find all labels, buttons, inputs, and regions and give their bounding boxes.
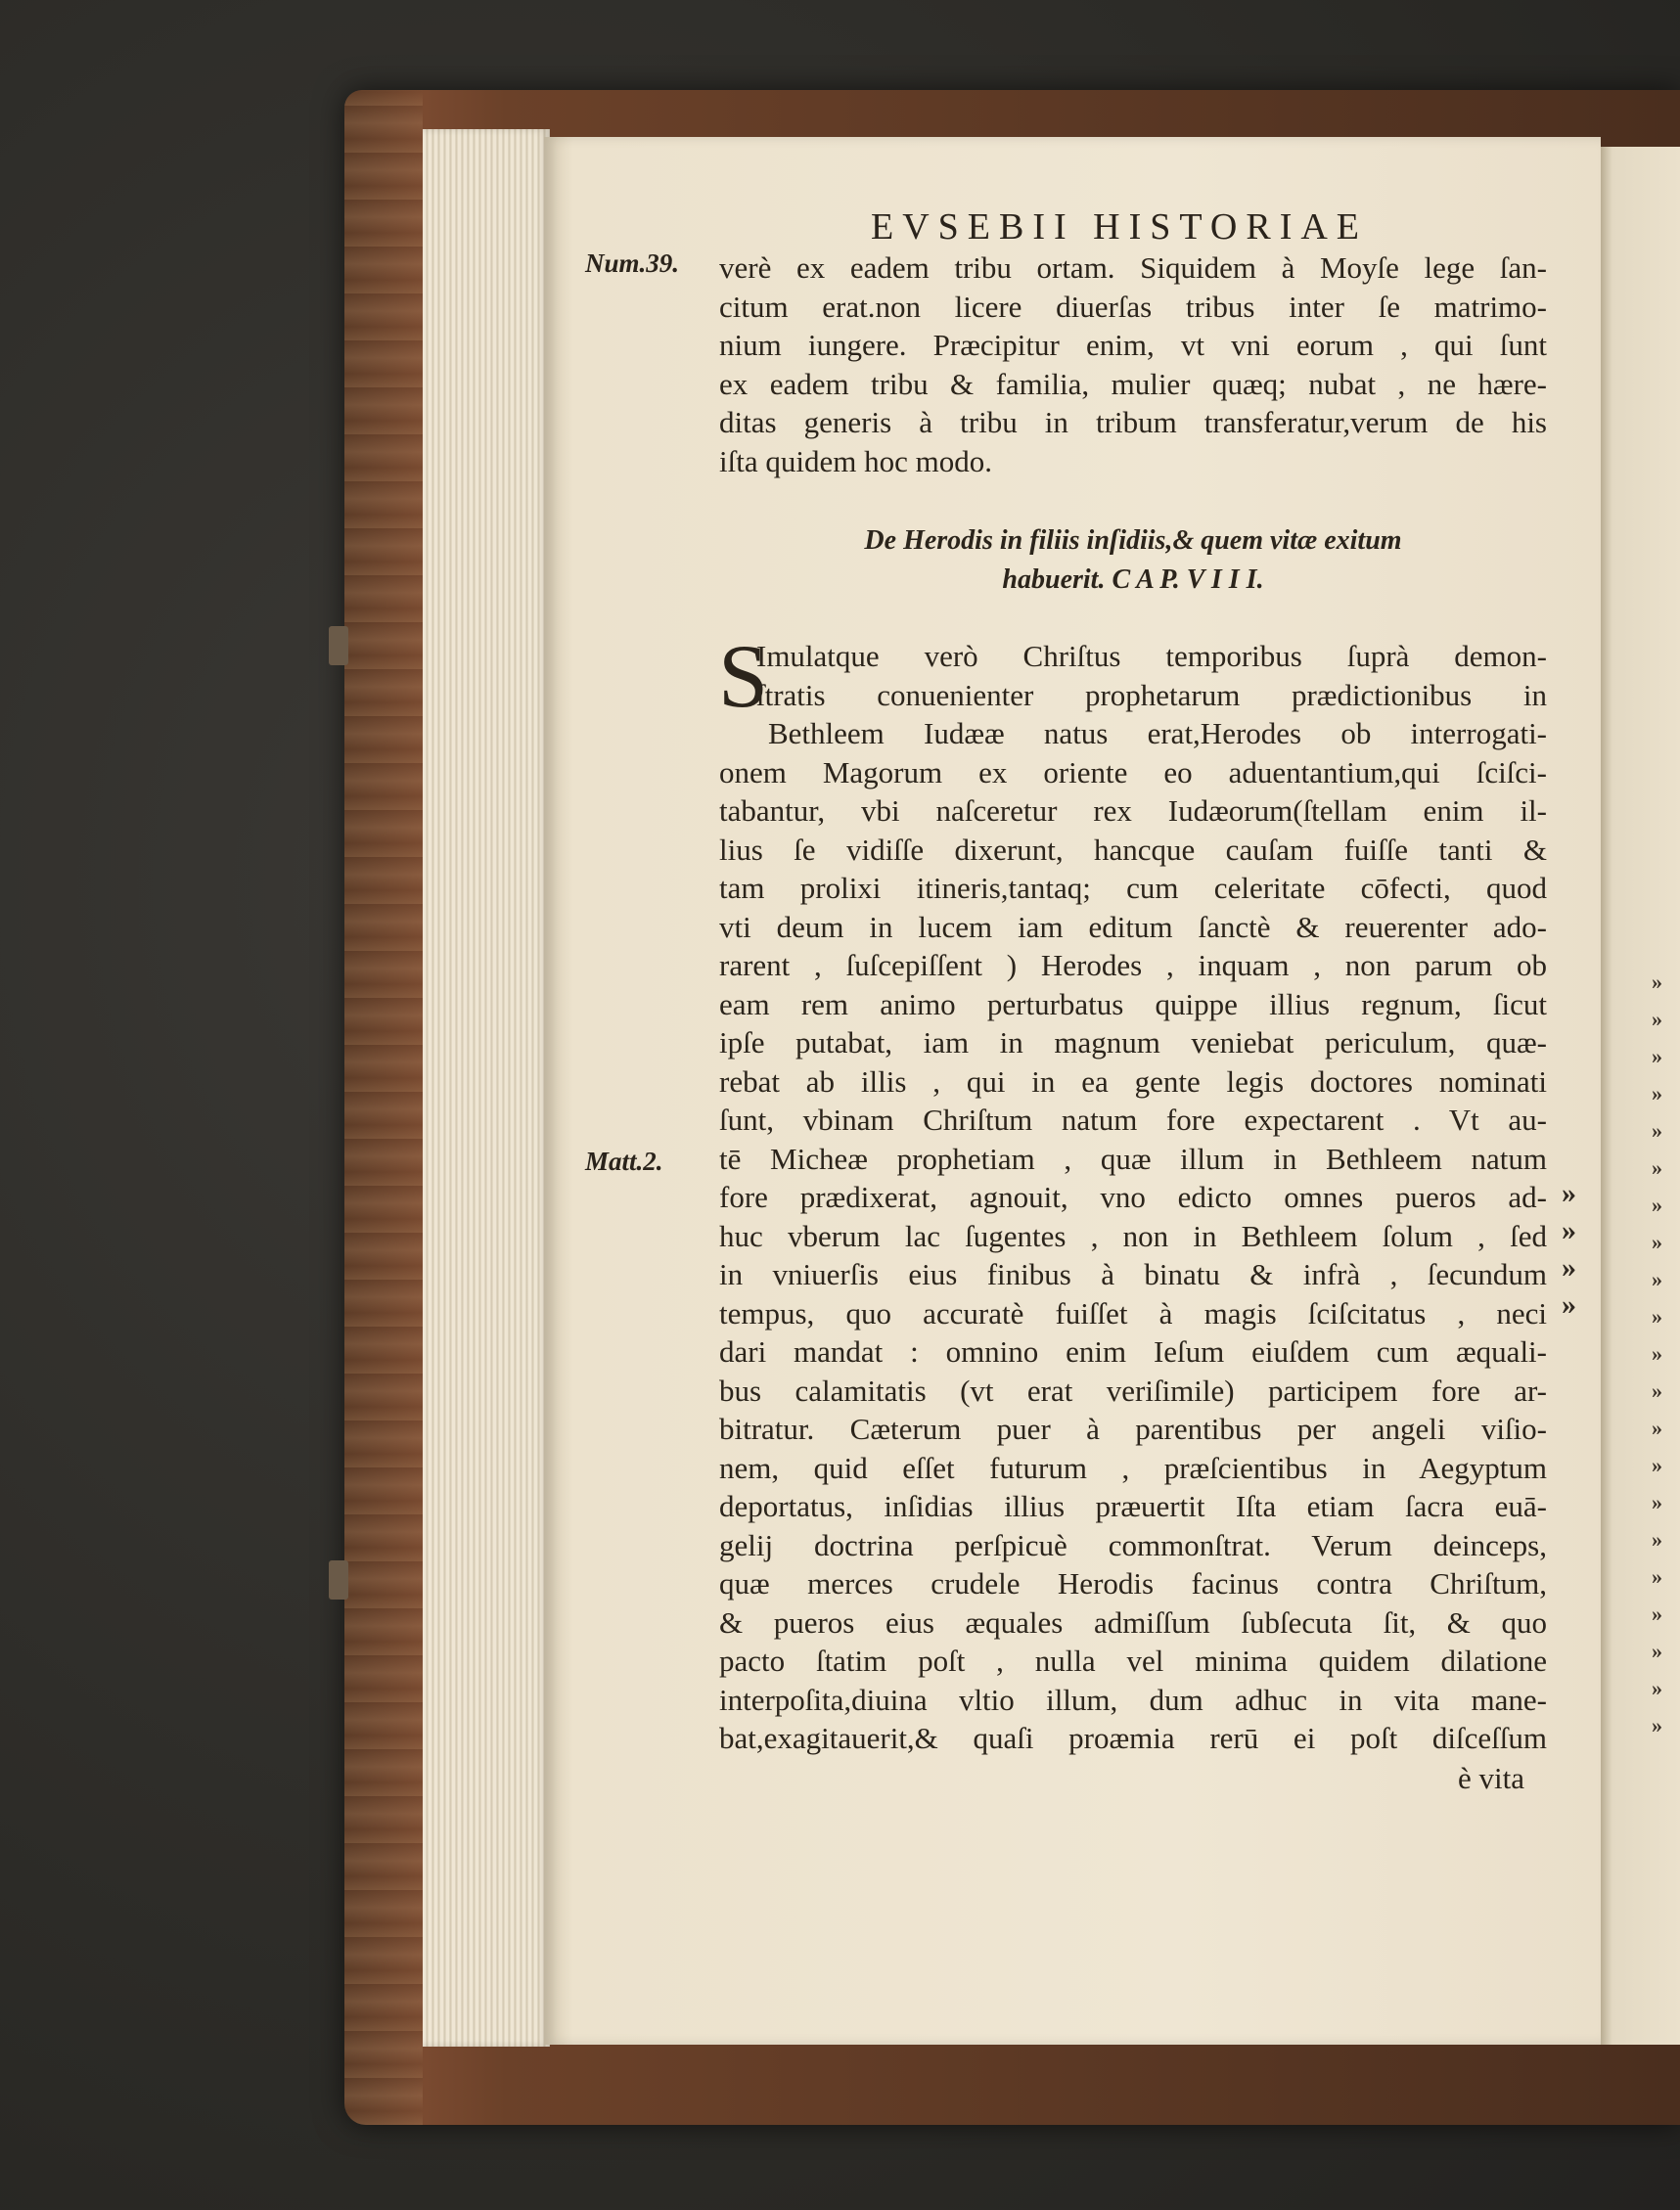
text-line: bus calamitatis (vt erat veriſimile) participem fore ar- [719,1373,1547,1408]
text-line: fore prædixerat, agnouit, vno edicto omnes pueros ad- [719,1180,1547,1214]
text-line: interpoſita,diuina vltio illum, dum adhuc in vita mane- [719,1682,1547,1717]
chapter-paragraph [718,626,1547,1758]
text-line: onem Magorum ex oriente eo aduentantium,qui ſciſci- [719,754,1547,789]
text-line: tempus, quo accuratè fuiſſet à magis ſciſcitatus , neci [719,1295,1547,1331]
text-line: bitratur. Cæterum puer à parentibus per angeli viſio- [719,1412,1547,1446]
text-line: ditas generis à tribu in tribum transferatur,verum de his [719,405,1547,439]
chapter-heading-line: habuerit. C A P. V I I I. [1002,564,1264,595]
text-line: lius ſe vidiſſe dixerunt, hancque cauſam fuiſſe tanti & [719,832,1547,867]
text-line: deportatus, inſidias illius præuertit Iſta etiam ſacra euā- [719,1489,1547,1523]
drop-cap: S [718,626,769,726]
text-line: iſta quidem hoc modo. [719,443,992,478]
text-line: nium iungere. Præcipitur enim, vt vni eorum , qui ſunt [719,328,1547,362]
text-line: ex eadem tribu & familia, mulier quæq; nubat , ne hære- [719,366,1547,401]
text-line: rarent , ſuſcepiſſent ) Herodes , inquam , non parum ob [719,948,1547,982]
catchword: è vita [1458,1761,1524,1795]
clasp-fragment [329,1560,348,1600]
text-line: & pueros eius æquales admiſſum ſubſecuta ſit, & quo [719,1604,1547,1640]
intro-paragraph [719,248,1547,480]
text-line: Bethleem Iudææ natus erat,Herodes ob interrogati- [768,716,1547,750]
margin-note-numbers: Num.39. [585,248,680,278]
text-line: pacto ſtatim poſt , nulla vel minima quidem dilatione [719,1644,1547,1678]
text-line: eam rem animo perturbatus quippe illius regnum, ſicut [719,986,1547,1021]
text-line: ſtratis conuenienter prophetarum prædictionibus in [756,677,1547,712]
text-line: tē Micheæ prophetiam , quæ illum in Bethleem natum [719,1141,1547,1176]
text-line: nem, quid eſſet futurum , præſcientibus in Aegyptum [719,1450,1547,1485]
text-line: tabantur, vbi naſceretur rex Iudæorum(ſtellam enim il- [719,793,1547,828]
inline-quote-marks: » » » » [1562,1177,1576,1321]
text-line: ſunt, vbinam Chriſtum natum fore expectarent . Vt au- [719,1103,1547,1137]
facing-page-quote-marks: » » » » » » » » » » » » » » » » » » » » » [1652,970,1662,1737]
text-line: vti deum in lucem iam editum ſanctè & reuerenter ado- [719,909,1547,944]
page-edges [423,129,550,2047]
chapter-heading-line: De Herodis in filiis inſidiis,& quem vitæ exitum [864,525,1402,556]
text-line: quæ merces crudele Herodis facinus contra Chriſtum, [719,1566,1547,1601]
text-line: ipſe putabat, iam in magnum veniebat periculum, quæ- [719,1025,1547,1060]
clasp-fragment [329,626,348,665]
text-line: verè ex eadem tribu ortam. Siquidem à Moyſe lege ſan- [719,250,1547,285]
chapter-heading [719,521,1547,600]
text-line: Imulatque verò Chriſtus temporibus ſuprà demon- [756,639,1547,673]
margin-note-matthew: Matt.2. [585,1147,663,1176]
text-line: rebat ab illis , qui in ea gente legis doctores nominati [719,1063,1547,1099]
text-line: bat,exagitauerit,& quaſi proæmia rerū ei poſt diſceſſum [719,1721,1547,1755]
text-line: citum erat.non licere diuerſas tribus inter ſe matrimo- [719,289,1547,324]
text-line: dari mandat : omnino enim Ieſum eiuſdem cum æquali- [719,1334,1547,1369]
text-line: gelij doctrina perſpicuè commonſtrat. Verum deinceps, [719,1527,1547,1562]
cover-spine-edge [344,90,423,2125]
text-line: in vniuerſis eius finibus à binatu & infrà , ſecundum [719,1257,1547,1291]
running-head: EVSEBII HISTORIAE [871,206,1369,248]
text-line: huc vberum lac ſugentes , non in Bethleem ſolum , ſed [719,1218,1547,1253]
text-line: tam prolixi itineris,tantaq; cum celeritate cōfecti, quod [719,871,1547,905]
